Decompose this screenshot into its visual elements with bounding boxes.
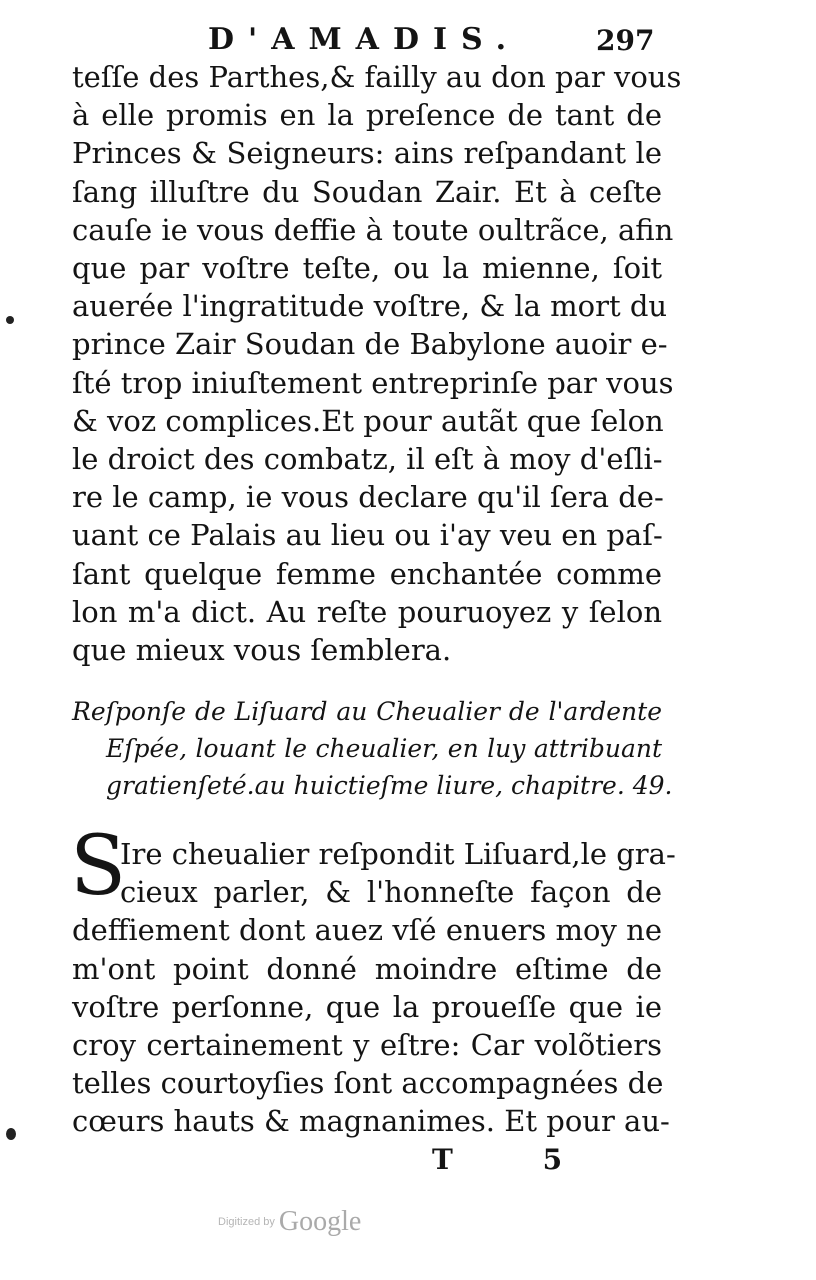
page-number: 297 bbox=[596, 24, 655, 57]
text-line: voſtre perſonne, que la proueſſe que ie bbox=[72, 989, 662, 1024]
text-line: cieux parler, & l'honneſte façon de bbox=[120, 875, 662, 910]
google-wordmark: Google bbox=[278, 1206, 362, 1237]
heading-line: Reſponſe de Liſuard au Cheualier de l'ardente bbox=[72, 697, 662, 726]
chapter-heading bbox=[72, 693, 673, 804]
text-line: auerée l'ingratitude voſtre, & la mort du bbox=[72, 289, 668, 324]
text-line: que mieux vous ſemblera. bbox=[72, 633, 452, 668]
text-line: lon m'a dict. Au reſte pouruoyez y ſelon bbox=[72, 594, 662, 629]
margin-speck bbox=[6, 316, 14, 324]
text-line: ſté trop iniuſtement entreprinſe par vous bbox=[72, 365, 674, 400]
text-line: le droict des combatz, il eſt à moy d'eſli- bbox=[72, 442, 663, 477]
text-line: à elle promis en la preſence de tant de bbox=[72, 98, 662, 133]
text-line: uant ce Palais au lieu ou i'ay veu en paſ- bbox=[72, 518, 663, 553]
text-line: Princes & Seigneurs: ains reſpandant le bbox=[72, 136, 662, 171]
drop-cap-letter: S bbox=[70, 819, 127, 914]
drop-cap-block bbox=[70, 819, 676, 914]
text-line: telles courtoyſies ſont accompagnées de bbox=[72, 1066, 664, 1101]
digitized-label: Digitized by bbox=[218, 1216, 275, 1228]
digitization-credit bbox=[218, 1206, 361, 1238]
text-line: prince Zair Soudan de Babylone auoir e- bbox=[72, 327, 668, 362]
text-line: croy certainement y eſtre: Car volõtiers bbox=[72, 1028, 662, 1063]
paragraph-2 bbox=[70, 819, 676, 1141]
text-line: ſang illuſtre du Soudan Zair. Et à ceſte bbox=[72, 174, 662, 209]
text-line: cauſe ie vous deffie à toute oultrãce, afin bbox=[72, 212, 674, 247]
text-line: Ire cheualier reſpondit Liſuard,le gra- bbox=[120, 837, 676, 871]
text-line: & voz complices.Et pour autãt que ſelon bbox=[72, 403, 664, 438]
text-line: teſſe des Parthes,& failly au don par vous bbox=[72, 60, 682, 94]
heading-line: gratienſeté.au huictieſme liure, chapitre. 49. bbox=[106, 771, 673, 800]
paragraph-1 bbox=[72, 58, 682, 669]
text-line: deffiement dont auez vſé enuers moy ne bbox=[72, 913, 662, 948]
margin-speck bbox=[6, 1128, 16, 1140]
text-line: ſant quelque femme enchantée comme bbox=[72, 556, 662, 591]
signature-mark: T 5 bbox=[432, 1143, 603, 1176]
text-line: cœurs hauts & magnanimes. Et pour au- bbox=[72, 1104, 670, 1139]
text-line: m'ont point donné moindre eſtime de bbox=[72, 951, 662, 986]
heading-line: Eſpée, louant le cheualier, en luy attribuant bbox=[106, 734, 662, 763]
text-line: que par voſtre teſte, ou la mienne, ſoit bbox=[72, 251, 662, 286]
text-line: re le camp, ie vous declare qu'il ſera de- bbox=[72, 480, 664, 515]
running-head-title: D'AMADIS. bbox=[208, 22, 521, 57]
